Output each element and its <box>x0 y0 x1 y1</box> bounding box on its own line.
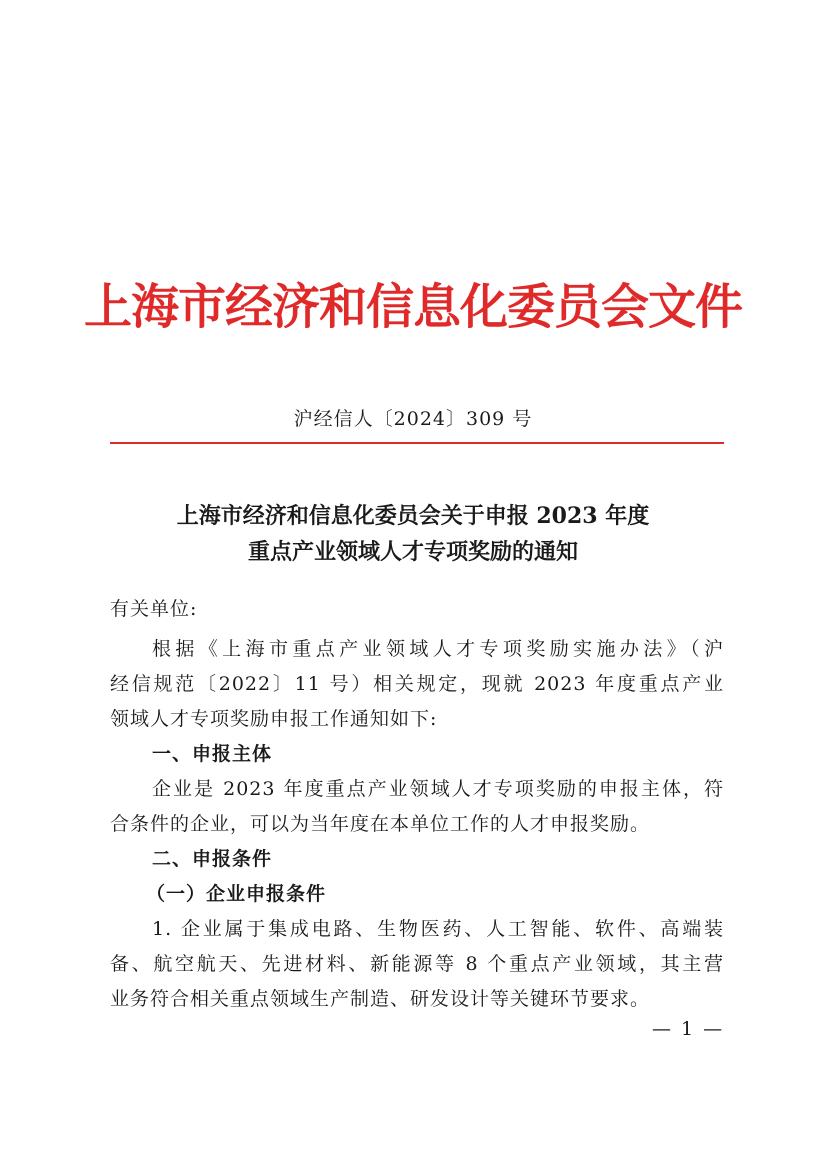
notice-title-line-1: 上海市经济和信息化委员会关于申报 2023 年度 <box>176 503 650 529</box>
notice-title-line-2: 重点产业领域人才专项奖励的通知 <box>247 539 578 565</box>
intro-line-2: 经信规范〔2022〕11 号）相关规定，现就 2023 年度重点产业 <box>110 673 724 695</box>
item1-line-2: 备、航空航天、先进材料、新能源等 8 个重点产业领域，其主营 <box>110 953 724 975</box>
subsection-heading-1: （一）企业申报条件 <box>146 883 327 905</box>
page-number: — 1 — <box>652 1018 725 1040</box>
red-divider <box>110 442 724 444</box>
section1-line-1: 企业是 2023 年度重点产业领域人才专项奖励的申报主体，符 <box>152 778 724 800</box>
salutation: 有关单位: <box>110 598 198 620</box>
intro-line-3: 领域人才专项奖励申报工作通知如下: <box>110 708 438 730</box>
section-heading-1: 一、申报主体 <box>152 743 273 765</box>
intro-line-1: 根据《上海市重点产业领域人才专项奖励实施办法》（沪 <box>152 638 724 660</box>
item1-line-1: 1. 企业属于集成电路、生物医药、人工智能、软件、高端装 <box>152 918 724 940</box>
section-heading-2: 二、申报条件 <box>152 848 273 870</box>
item1-line-3: 业务符合相关重点领域生产制造、研发设计等关键环节要求。 <box>110 988 651 1010</box>
section1-line-2: 合条件的企业，可以为当年度在本单位工作的人才申报奖励。 <box>110 813 651 835</box>
document-number: 沪经信人〔2024〕309 号 <box>293 408 533 430</box>
masthead-title: 上海市经济和信息化委员会文件 <box>83 279 742 335</box>
